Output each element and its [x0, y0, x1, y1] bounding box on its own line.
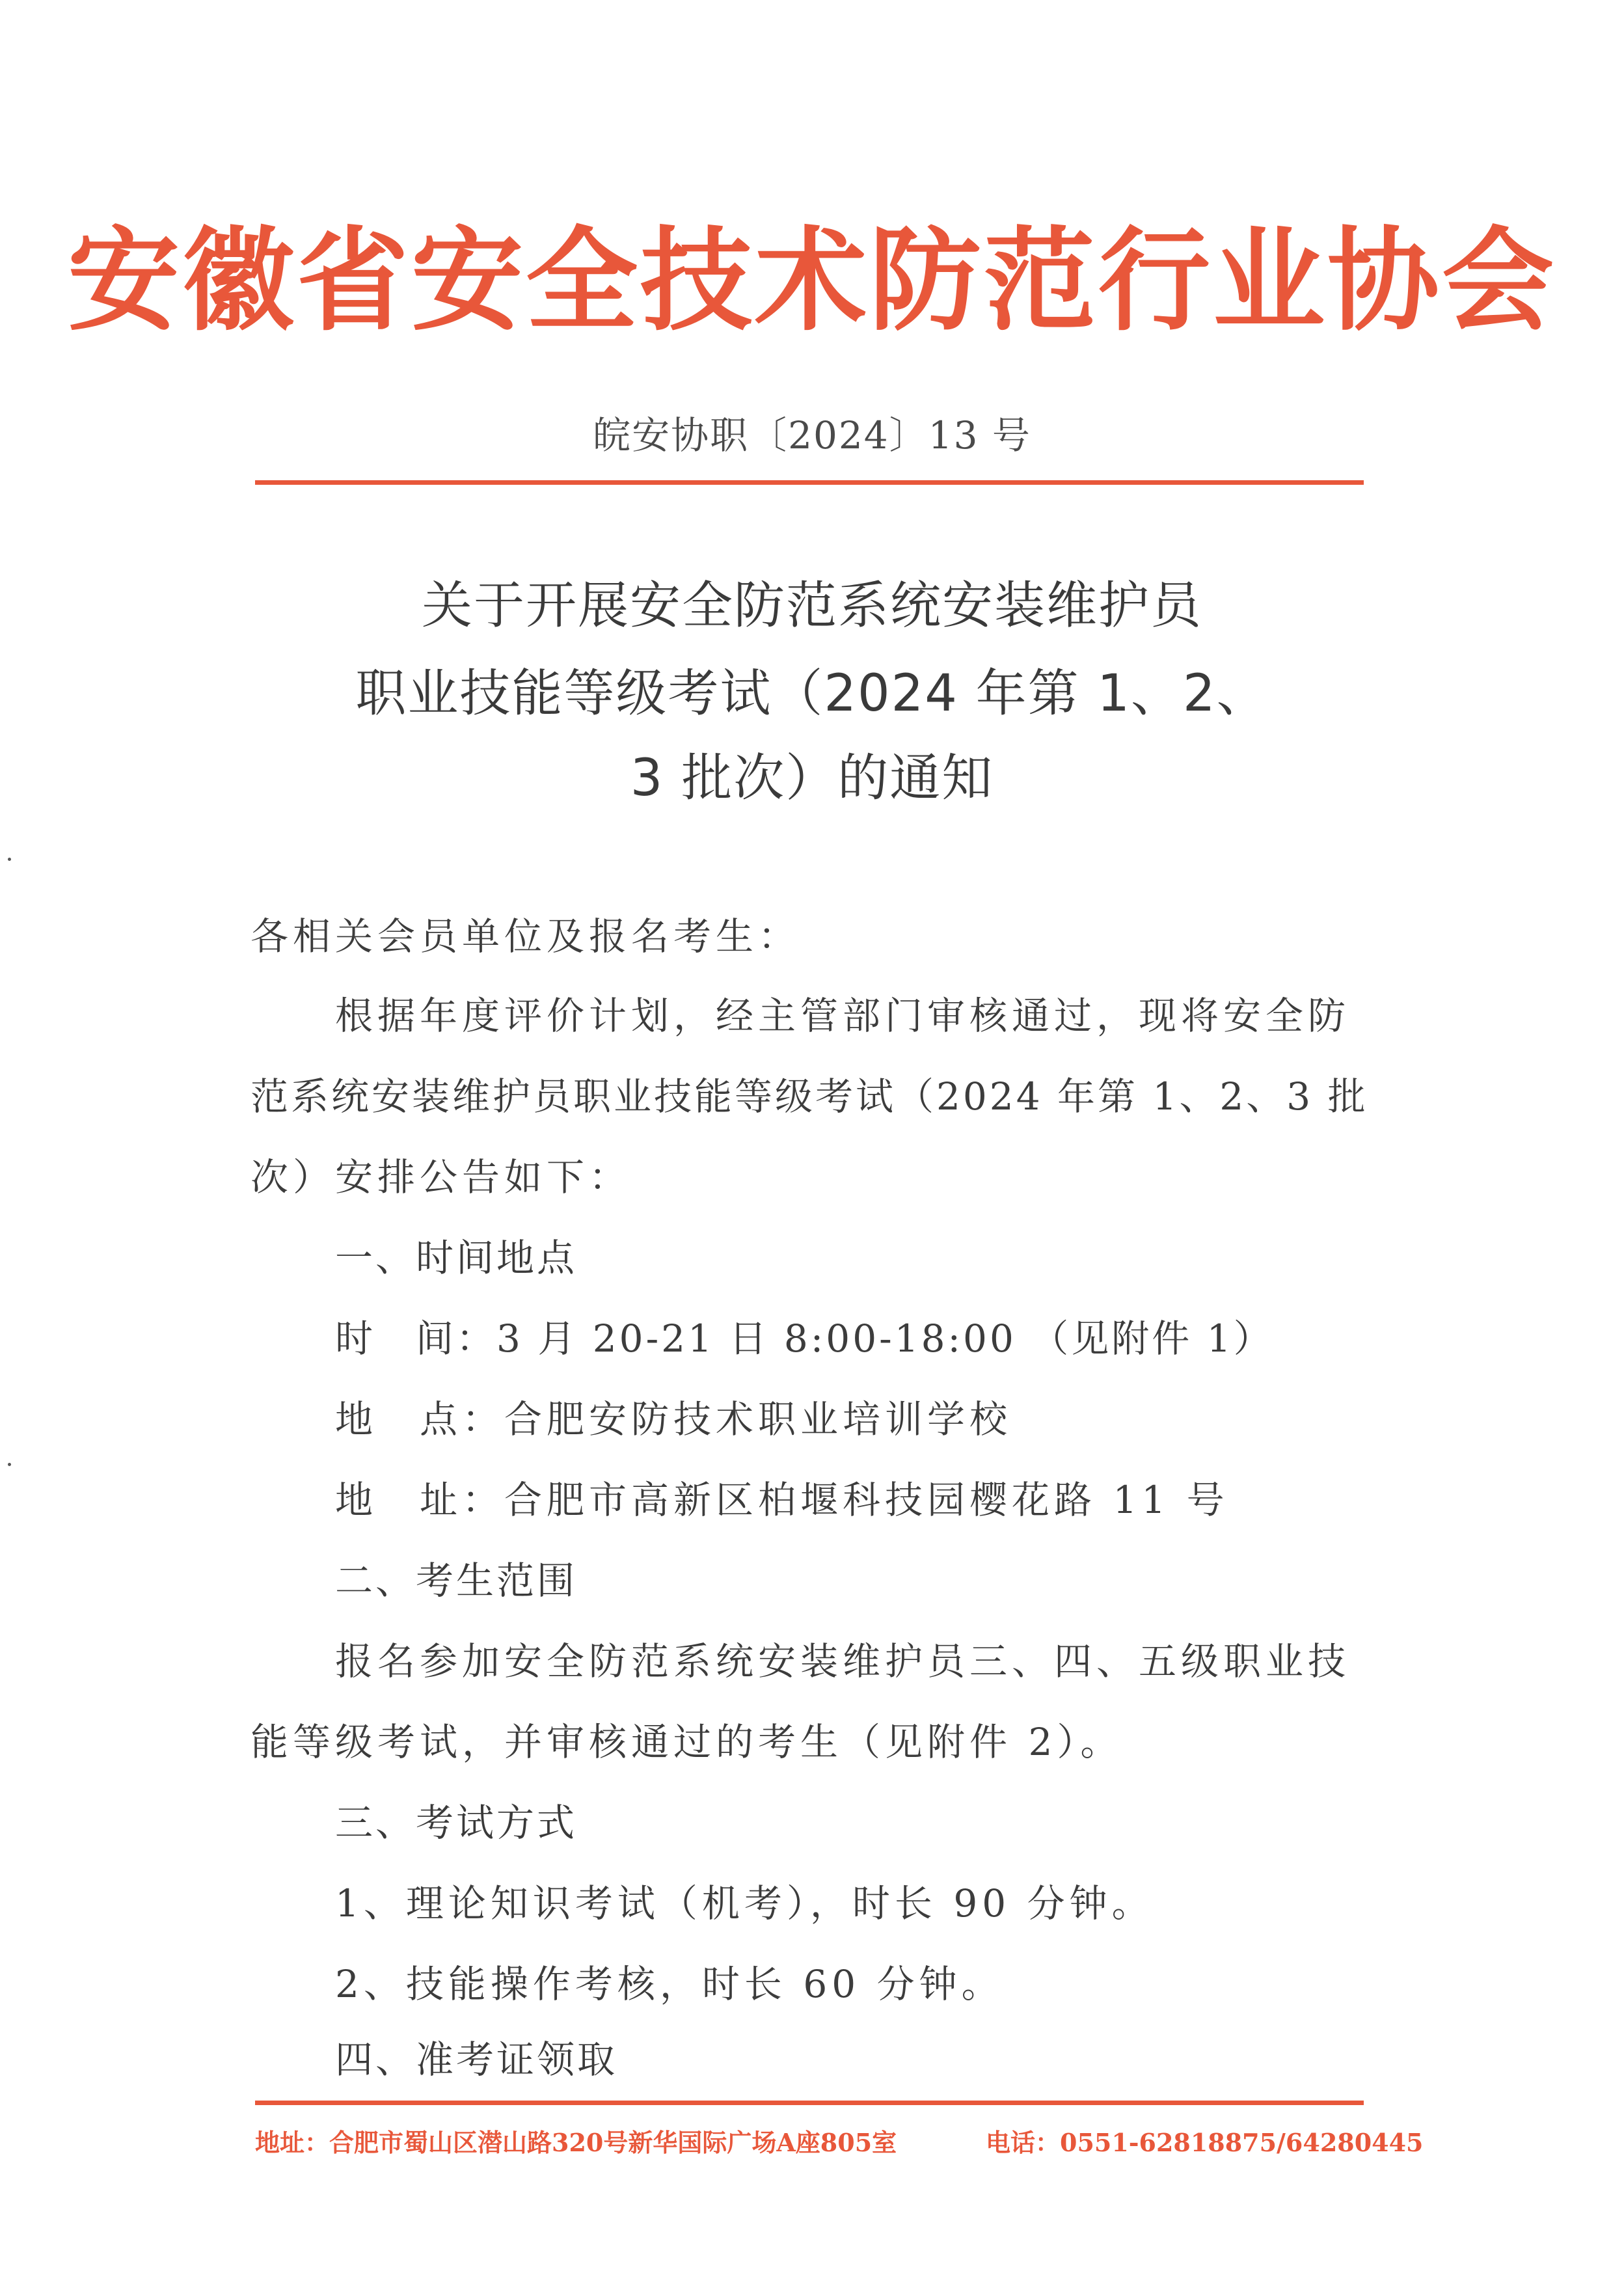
intro-line-3: 次）安排公告如下：: [250, 1155, 632, 1199]
section-1-heading: 一、时间地点: [335, 1236, 578, 1280]
exam-method-1: 1、理论知识考试（机考），时长 90 分钟。: [335, 1881, 1154, 1925]
exam-method-2: 2、技能操作考核，时长 60 分钟。: [335, 1962, 1004, 2006]
scan-margin-mark: [8, 1463, 11, 1466]
salutation: 各相关会员单位及报名考生：: [250, 914, 801, 959]
notice-title-line-2: 职业技能等级考试（2024 年第 1、2、: [355, 664, 1269, 723]
notice-title-line-3: 3 批次）的通知: [630, 749, 994, 808]
footer-divider: [255, 2101, 1364, 2105]
section-3-heading: 三、考试方式: [335, 1801, 578, 1845]
notice-title-line-1: 关于开展安全防范系统安装维护员: [421, 577, 1202, 635]
footer-address: 地址：合肥市蜀山区潜山路320号新华国际广场A座805室: [255, 2128, 897, 2157]
footer-phone: 电话：0551-62818875/64280445: [986, 2128, 1424, 2157]
section-4-heading: 四、准考证领取: [335, 2037, 618, 2082]
exam-time: 时 间：3 月 20-21 日 8:00-18:00 （见附件 1）: [335, 1316, 1274, 1361]
scope-line-1: 报名参加安全防范系统安装维护员三、四、五级职业技: [335, 1639, 1351, 1683]
section-2-heading: 二、考生范围: [335, 1558, 578, 1603]
document-number: 皖安协职〔2024〕13 号: [593, 413, 1031, 457]
exam-address: 地 址：合肥市高新区柏堰科技园樱花路 11 号: [335, 1478, 1229, 1522]
intro-line-1: 根据年度评价计划，经主管部门审核通过，现将安全防: [335, 994, 1351, 1038]
scope-line-2: 能等级考试，并审核通过的考生（见附件 2）。: [250, 1720, 1123, 1764]
organization-masthead: 安徽省安全技术防范行业协会: [68, 214, 1556, 346]
exam-place: 地 点：合肥安防技术职业培训学校: [335, 1397, 1012, 1441]
scan-margin-mark: [8, 858, 11, 861]
intro-line-2: 范系统安装维护员职业技能等级考试（2024 年第 1、2、3 批: [250, 1074, 1368, 1119]
header-divider: [255, 480, 1364, 485]
